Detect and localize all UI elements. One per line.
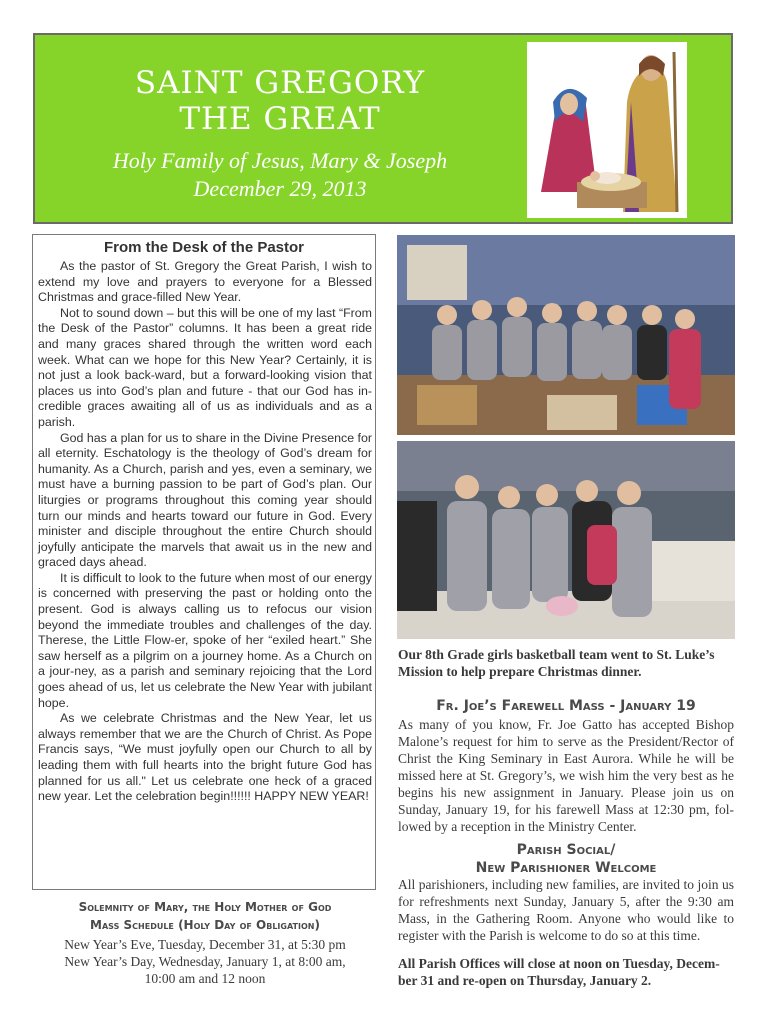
nativity-illustration [527, 42, 687, 218]
volunteer-photo-1 [397, 235, 735, 435]
mass-schedule-line: New Year’s Day, Wednesday, January 1, at 8:00 am, [64, 954, 346, 969]
farewell-body: As many of you know, Fr. Joe Gatto has accepted Bishop Malone’s request for him to serve as the President/Rector of Christ the King Seminary in East Aurora. While he will be missed here at St. Gregory’s, we wish him the very best as he begins his new assignment in January. Please join us on Sunday, January 19, for his farewell Mass at 12:30 pm, fol-lowed by a reception in the Ministry Center. [398, 717, 734, 834]
social-heading [398, 841, 734, 877]
bulletin-date: December 29, 2013 [193, 176, 367, 201]
social-heading-line2: New Parishioner Welcome [475, 860, 657, 876]
parish-title-line1: SAINT GREGORY [134, 65, 426, 101]
mass-schedule [34, 936, 376, 987]
pastor-heading: From the Desk of the Pastor [103, 239, 305, 256]
pastor-paragraph: It is difficult to look to the future when most of our energy is concerned with preserving the past or holding onto the present. God is always calling us to refocus our vision beyond the immediate troubles and challenges of the day. Therese, the Little Flow-er, spoke of her “exiled heart.” She saw herself as a pilgrim on a journey home. As a Church on a jour-ney, as a parish and seminary rejoicing that the Lord goes ahead of us, let us celebrate the New Year with jubilant hope. [38, 570, 372, 710]
parish-title [115, 65, 445, 137]
volunteer-photo-2-illustration [397, 441, 735, 639]
pastor-paragraph: Not to sound down – but this will be one of my last “From the Desk of the Pastor” columns. It has been a great ride and many graces shared through the written word each week. What can we hope for this New Year? Certainly, it is not just a look back-ward, but a forward-looking vision that places us into God’s plan and future - that our God has in-credible graces awaiting all of us as individuals and as a parish. [38, 305, 372, 429]
social-heading-line1: Parish Social/ [516, 842, 616, 858]
volunteer-photo-2 [397, 441, 735, 639]
header-banner [33, 33, 733, 224]
volunteer-photo-1-illustration [397, 235, 735, 435]
pastor-paragraph: As the pastor of St. Gregory the Great Parish, I wish to extend my love and prayers to everyone for a Blessed Christmas and grace-filled New Year. [38, 259, 372, 305]
feast-subtitle [95, 147, 465, 203]
nativity-image [527, 42, 687, 218]
pastor-column [32, 234, 376, 890]
social-body: All parishioners, including new families, are invited to join us for refreshments next Sunday, January 5, after the 9:30 am Mass, in the Gathering Room. Anyone who would like to register with the Parish is welcome to do so at this time. [398, 877, 734, 943]
solemnity-heading-line1: Solemnity of Mary, the Holy Mother of God [78, 900, 332, 914]
farewell-heading: Fr. Joe’s Farewell Mass - January 19 [436, 698, 696, 714]
mass-schedule-line: 10:00 am and 12 noon [144, 971, 266, 986]
photo-caption: Our 8th Grade girls basketball team went to St. Luke’s Mission to help prepare Christmas dinner. [398, 647, 715, 679]
pastor-paragraph: God has a plan for us to share in the Divine Presence for all eternity. Eschatology is the theology of God’s dream for humanity. As a Church, parish and yes, even a seminary, we must have a burning passion to be part of God’s plan. Our liturgies or programs throughout this coming year should turn our minds and hearts toward our future in God. Every minister and disciple throughout the entire Church should joyfully anticipate the marvels that await us in the new and graced days ahead. [38, 430, 373, 570]
solemnity-heading [34, 898, 376, 934]
solemnity-heading-line2: Mass Schedule (Holy Day of Obligation) [90, 918, 320, 932]
feast-name: Holy Family of Jesus, Mary & Joseph [112, 148, 448, 173]
mass-schedule-line: New Year’s Eve, Tuesday, December 31, at 5:30 pm [64, 937, 346, 952]
parish-title-line2: THE GREAT [179, 101, 381, 137]
pastor-article [38, 259, 372, 805]
pastor-paragraph: As we celebrate Christmas and the New Year, let us always remember that we are the Church of Christ. As Pope Francis says, “We must joyfully open our Church to all by leading them with full hearts into the bright future God has planned for us all." Let us celebrate one heck of a graced new year. Let the celebration begin!!!!!! HAPPY NEW YEAR! [38, 711, 372, 804]
office-closing-notice: All Parish Offices will close at noon on Tuesday, Decem-ber 31 and re-open on Thursday, January 2. [398, 956, 720, 988]
